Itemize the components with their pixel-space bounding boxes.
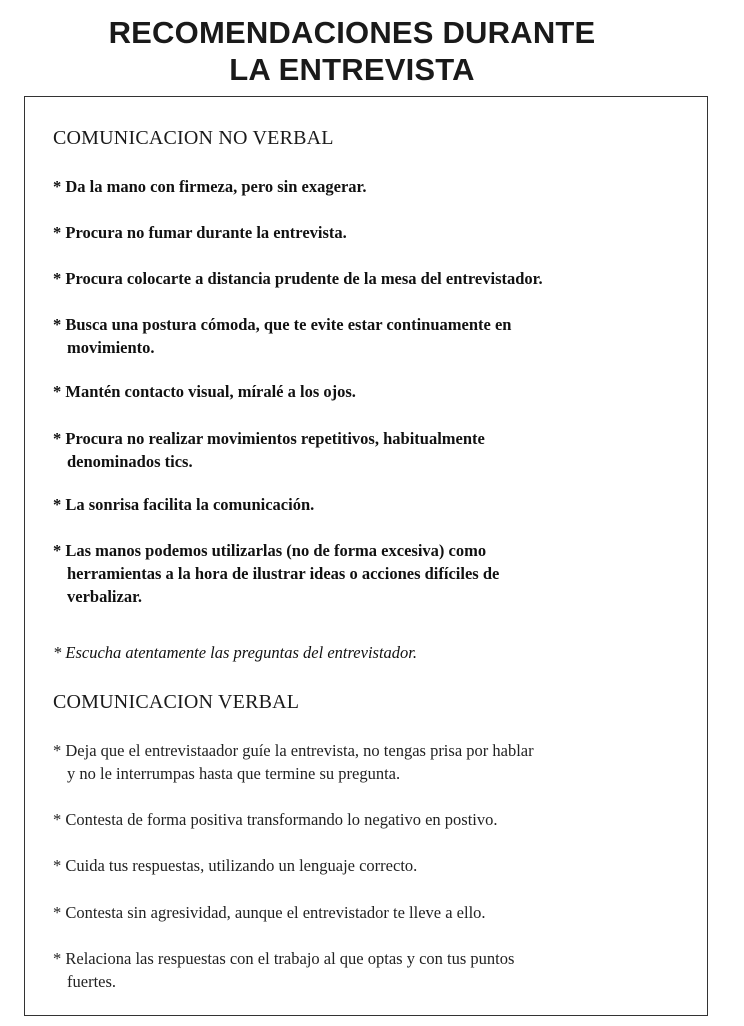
page-title-line-2: LA ENTREVISTA	[229, 52, 475, 87]
list-item	[53, 854, 683, 877]
list-item	[53, 641, 683, 664]
list-item	[53, 739, 703, 785]
list-item-text: La sonrisa facilita la comunicación.	[65, 495, 315, 514]
section-heading-verbal: COMUNICACION VERBAL	[53, 691, 300, 713]
list-item-text: Deja que el entrevistaador guíe la entrevista, no tengas prisa por hablar	[65, 741, 534, 760]
list-item	[53, 221, 683, 244]
list-item-text: y no le interrumpas hasta que termine su pregunta.	[67, 764, 401, 783]
list-item	[53, 947, 683, 993]
list-item-text: movimiento.	[67, 338, 155, 357]
list-item	[53, 427, 683, 473]
list-item-text: Contesta de forma positiva transformando lo negativo en postivo.	[65, 810, 498, 829]
bullet-asterisk: *	[53, 810, 62, 829]
list-item	[53, 380, 683, 403]
list-item	[53, 175, 683, 198]
bullet-asterisk: *	[53, 949, 62, 968]
list-item	[53, 267, 683, 290]
bullet-asterisk: *	[53, 223, 62, 242]
list-item-text: Da la mano con firmeza, pero sin exagerar.	[65, 177, 367, 196]
bullet-asterisk: *	[53, 315, 62, 334]
list-item-text: denominados tics.	[67, 452, 193, 471]
recommendations-box	[24, 96, 708, 1016]
list-item	[53, 808, 683, 831]
list-item	[53, 493, 683, 516]
list-item-text: Procura colocarte a distancia prudente de la mesa del entrevistador.	[65, 269, 543, 288]
list-item-text: herramientas a la hora de ilustrar ideas o acciones difíciles de	[67, 564, 500, 583]
list-item	[53, 539, 683, 608]
bullet-asterisk: *	[53, 177, 62, 196]
bullet-asterisk: *	[53, 541, 62, 560]
section-heading-non-verbal: COMUNICACION NO VERBAL	[53, 127, 334, 149]
page-title-line-1: RECOMENDACIONES DURANTE	[108, 15, 596, 50]
list-item	[53, 313, 683, 359]
list-item	[53, 901, 683, 924]
list-item-text: verbalizar.	[67, 587, 142, 606]
bullet-asterisk: *	[53, 429, 62, 448]
list-item-text: Cuida tus respuestas, utilizando un lenguaje correcto.	[65, 856, 418, 875]
list-item-text: Procura no fumar durante la entrevista.	[65, 223, 347, 242]
list-item-text: fuertes.	[67, 972, 117, 991]
list-item-text: Procura no realizar movimientos repetitivos, habitualmente	[65, 429, 485, 448]
list-item-text: Escucha atentamente las preguntas del entrevistador.	[65, 643, 418, 662]
bullet-asterisk: *	[53, 856, 62, 875]
page-title	[0, 14, 704, 88]
bullet-asterisk: *	[53, 903, 62, 922]
bullet-asterisk: *	[53, 643, 62, 662]
list-item-text: Relaciona las respuestas con el trabajo al que optas y con tus puntos	[65, 949, 515, 968]
list-item-text: Mantén contacto visual, míralé a los ojos.	[65, 382, 356, 401]
list-item-text: Busca una postura cómoda, que te evite estar continuamente en	[65, 315, 512, 334]
list-item-text: Contesta sin agresividad, aunque el entrevistador te lleve a ello.	[65, 903, 486, 922]
bullet-asterisk: *	[53, 382, 62, 401]
bullet-asterisk: *	[53, 269, 62, 288]
bullet-asterisk: *	[53, 741, 62, 760]
list-item-text: Las manos podemos utilizarlas (no de forma excesiva) como	[65, 541, 487, 560]
bullet-asterisk: *	[53, 495, 62, 514]
